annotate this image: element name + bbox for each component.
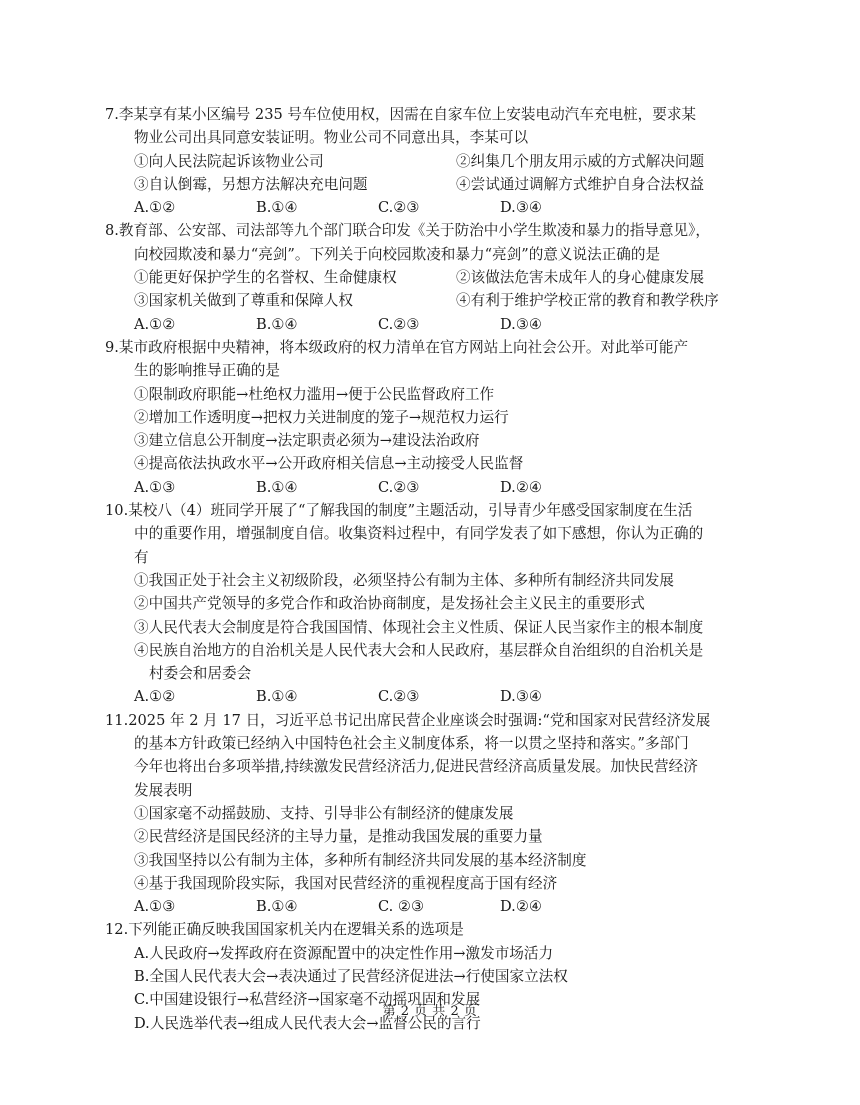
choice-d: D.②④ <box>500 478 542 496</box>
choice-a: A.人民政府→发挥政府在资源配置中的决定性作用→激发市场活力 <box>134 944 554 962</box>
choice-b: B.①④ <box>256 315 298 333</box>
statement: ②该做法危害未成年人的身心健康发展 <box>456 269 705 287</box>
choice-c: C.②③ <box>378 688 420 706</box>
question-stem-line: 9.某市政府根据中央精神，将本级政府的权力清单在官方网站上向社会公开。对此举可能产 <box>105 338 689 356</box>
choice-b: B.全国人民代表大会→表决通过了民营经济促进法→行使国家立法权 <box>134 967 568 985</box>
choice-a: A.①③ <box>134 478 176 496</box>
statement: ②纠集几个朋友用示威的方式解决问题 <box>456 152 705 170</box>
choice-b: B.①④ <box>256 688 298 706</box>
choice-d: D.③④ <box>500 688 542 706</box>
question-stem-line: 7.李某享有某小区编号 235 号车位使用权，因需在自家车位上安装电动汽车充电桩，要求某 <box>105 106 697 123</box>
statement: ①能更好保护学生的名誉权、生命健康权 <box>134 269 397 287</box>
exam-page <box>0 103 860 1035</box>
statement: ①向人民法院起诉该物业公司 <box>134 152 324 170</box>
question-7 <box>0 103 860 219</box>
choice-d: D.③④ <box>500 199 542 217</box>
statement-continuation: 村委会和居委会 <box>149 665 252 683</box>
statement: ④基于我国现阶段实际，我国对民营经济的重视程度高于国有经济 <box>134 874 558 892</box>
statement: ②增加工作透明度→把权力关进制度的笼子→规范权力运行 <box>134 408 509 426</box>
choice-c: C.②③ <box>378 315 420 333</box>
statement: ④民族自治地方的自治机关是人民代表大会和人民政府，基层群众自治组织的自治机关是 <box>134 641 704 659</box>
question-stem-line: 11.2025 年 2 月 17 日，习近平总书记出席民营企业座谈会时强调:“党和国家对民营经济发展 <box>105 711 711 729</box>
question-stem-line: 10.某校八（4）班同学开展了“了解我国的制度”主题活动，引导青少年感受国家制度在生活 <box>105 502 693 520</box>
page-footer: 第 2 页 共 2 页 <box>382 1004 478 1019</box>
choice-d: D.②④ <box>500 898 542 916</box>
question-stem-line: 的基本方针政策已经纳入中国特色社会主义制度体系，将一以贯之坚持和落实。”多部门 <box>134 735 689 753</box>
question-stem-line: 向校园欺凌和暴力“亮剑”。下列关于向校园欺凌和暴力“亮剑”的意义说法正确的是 <box>134 245 661 263</box>
choice-d: D.③④ <box>500 315 542 333</box>
question-stem-line: 有 <box>134 548 149 566</box>
question-11 <box>0 709 860 919</box>
answer-choices <box>0 685 860 708</box>
statement-row <box>0 173 860 196</box>
question-stem-line: 中的重要作用，增强制度自信。收集资料过程中，有同学发表了如下感想，你认为正确的 <box>134 525 704 543</box>
statement: ③国家机关做到了尊重和保障人权 <box>134 292 353 310</box>
statement: ③我国坚持以公有制为主体，多种所有制经济共同发展的基本经济制度 <box>134 851 587 869</box>
answer-choices <box>0 476 860 499</box>
question-9 <box>0 336 860 499</box>
question-stem-line: 物业公司出具同意安装证明。物业公司不同意出具，李某可以 <box>134 129 529 147</box>
question-stem-line: 今年也将出台多项举措,持续激发民营经济活力,促进民营经济高质量发展。加快民营经济 <box>134 758 698 776</box>
choice-c: C.中国建设银行→私营经济→国家毫不动摇巩固和发展 <box>134 991 481 1009</box>
choice-a: A.①② <box>134 199 176 217</box>
answer-choices <box>0 313 860 336</box>
question-10 <box>0 499 860 709</box>
statement: ②民营经济是国民经济的主导力量，是推动我国发展的重要力量 <box>134 828 543 846</box>
question-8 <box>0 219 860 335</box>
choice-b: B.①④ <box>256 898 298 916</box>
statement-row <box>0 266 860 289</box>
choice-a: A.①② <box>134 688 176 706</box>
choice-b: B.①④ <box>256 199 298 217</box>
statement-row <box>0 289 860 312</box>
choice-c: C. ②③ <box>378 898 425 916</box>
question-stem-line: 生的影响推导正确的是 <box>134 362 280 380</box>
question-stem-line: 发展表明 <box>134 781 193 799</box>
statement: ①我国正处于社会主义初级阶段，必须坚持公有制为主体、多种所有制经济共同发展 <box>134 571 674 589</box>
statement: ④提高依法执政水平→公开政府相关信息→主动接受人民监督 <box>134 455 524 473</box>
choice-a: A.①③ <box>134 898 176 916</box>
question-stem-line: 8.教育部、公安部、司法部等九个部门联合印发《关于防治中小学生欺凌和暴力的指导意见》， <box>105 222 710 240</box>
answer-choices <box>0 895 860 918</box>
statement: ③建立信息公开制度→法定职责必须为→建设法治政府 <box>134 432 480 450</box>
answer-choices <box>0 196 860 219</box>
statement-row <box>0 150 860 173</box>
choice-b: B.①④ <box>256 478 298 496</box>
choice-c: C.②③ <box>378 478 420 496</box>
statement: ④有利于维护学校正常的教育和教学秩序 <box>456 292 719 310</box>
statement: ①国家毫不动摇鼓励、支持、引导非公有制经济的健康发展 <box>134 804 514 822</box>
statement: ①限制政府职能→杜绝权力滥用→便于公民监督政府工作 <box>134 385 495 403</box>
statement: ④尝试通过调解方式维护自身合法权益 <box>456 175 705 193</box>
statement: ③人民代表大会制度是符合我国国情、体现社会主义性质、保证人民当家作主的根本制度 <box>134 618 704 636</box>
choice-c: C.②③ <box>378 199 420 217</box>
choice-a: A.①② <box>134 315 176 333</box>
statement: ②中国共产党领导的多党合作和政治协商制度，是发扬社会主义民主的重要形式 <box>134 595 645 613</box>
statement: ③自认倒霉，另想方法解决充电问题 <box>134 175 368 193</box>
question-stem-line: 12.下列能正确反映我国国家机关内在逻辑关系的选项是 <box>105 921 464 939</box>
choice-d: D.人民选举代表→组成人民代表大会→监督公民的言行 <box>134 1014 481 1032</box>
